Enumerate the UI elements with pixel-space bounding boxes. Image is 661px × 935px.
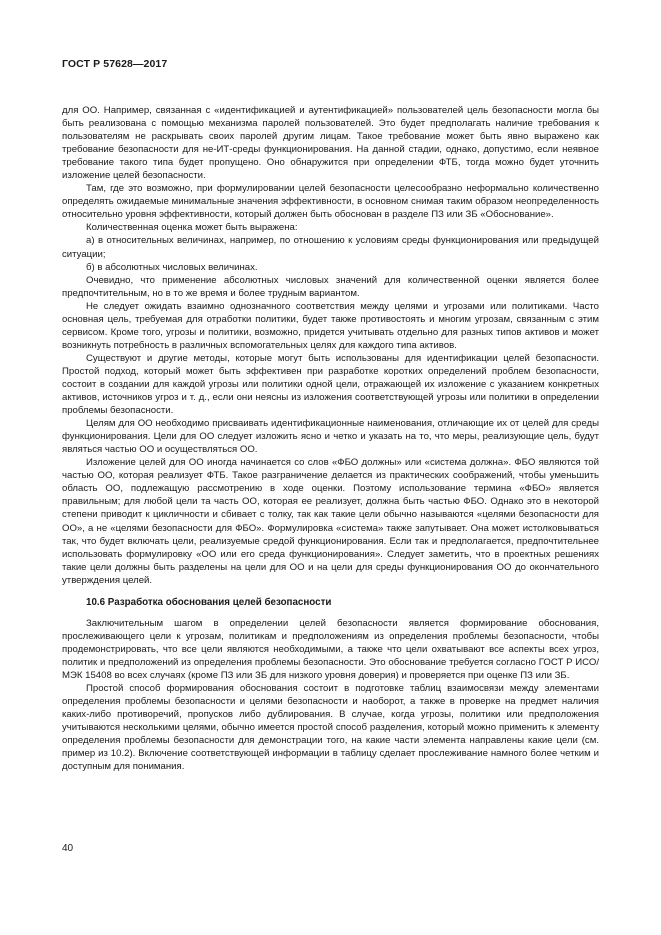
paragraph: Не следует ожидать взаимно однозначного соответствия между целями и угрозами или политиками. Часто основная цель, требуемая для отработки политики, будет также противостоять и многим угрозам, связанным с этим сервисом. Кроме того, угрозы и политики, возможно, придется учитывать отдельно для разных типов активов и может возникнуть потребность в различных вспомогательных целях для каждого типа активов. [62, 300, 599, 351]
paragraph: Целям для ОО необходимо присваивать идентификационные наименования, отличающие их от целей для среды функционирования. Цели для ОО следует изложить ясно и четко и указать на то, что меры, реализующие цель, будут являться частью ОО и осуществляться ОО. [62, 418, 599, 456]
paragraph: Очевидно, что применение абсолютных числовых значений для количественной оценки является более предпочтительным, но в то же время и более трудным вариантом. [62, 274, 599, 299]
paragraph: Заключительным шагом в определении целей безопасности является формирование обоснования, прослеживающего цели к угрозам, политикам и предположениям из определения проблемы безопасности, чтобы продемонстрировать, что все цели являются необходимыми, а также что цели охватывают все аспекты всех угроз, политик и предположений из определения проблемы безопасности. Это обоснование требуется согласно ГОСТ Р ИСО/МЭК 15408 во всех случаях (кроме ПЗ или ЗБ для низкого уровня доверия) и проверяется при оценке ПЗ или ЗБ. [62, 617, 599, 681]
paragraph: Изложение целей для ОО иногда начинается со слов «ФБО должны» или «система должна». ФБО являются той частью ОО, которая реализует ФТБ. Такое разграничение делается из практических соображений, чтобы уменьшить область ОО, подлежащую рассмотрению в ходе оценки. Поэтому использование термина «ФБО» является правильным; для любой цели та часть ОО, которая ее реализует, должна быть частью ФБО. Однако это в некоторой степени приводит к цикличности и сбивает с толку, так как такие цели обычно называются «целями безопасности для ОО», а не «целями безопасности для ФБО». Формулировка «система» также запутывает. Она может истолковываться так, что будет включать цели, реализуемые средой функционирования. Если так и предполагается, предпочтительнее использовать формулировку «ОО или его среда функционирования». Следует заметить, что в проектных решениях такие цели должны быть разделены на цели для ОО и на цели для среды функционирования ОО до окончательного утверждения целей. [62, 457, 599, 586]
paragraph: Там, где это возможно, при формулировании целей безопасности целесообразно неформально количественно определять ожидаемые минимальные значения эффективности, в основном снимая таким образом неопределенность относительно уровня эффективности, который должен быть обоснован в разделе ПЗ или ЗБ «Обоснование». [62, 183, 599, 221]
paragraph: Количественная оценка может быть выражена: [86, 222, 298, 234]
list-item: б) в абсолютных числовых величинах. [86, 261, 258, 273]
list-item: а) в относительных величинах, например, по отношению к условиям среды функционирования или предыдущей ситуации; [62, 235, 599, 260]
paragraph: Существуют и другие методы, которые могут быть использованы для идентификации целей безопасности. Простой подход, который может быть эффективен при разработке коротких определений проблем безопасности, состоит в создании для каждой угрозы или политики одной цели, отражающей их изложение с указанием конкретных активов, источников угроз и т. д., если они неясны из изложения соответствующей угрозы или политики в определении проблемы безопасности. [62, 352, 599, 417]
paragraph: Простой способ формирования обоснования состоит в подготовке таблиц взаимосвязи между элементами определения проблемы безопасности и целями безопасности и наоборот, а также в проверке на предмет наличия каких-либо противоречий, пропусков либо дублирования. В случае, когда угрозы, политики или предположения учитываются несколькими целями, обычно имеется простой способ разделения, который можно применить к элементу определения проблемы безопасности для демонстрации того, на какие части элемента направлены какие цели (см. пример из 10.2). Включение соответствующей информации в таблицу сделает прослеживание намного более четким и доступным для понимания. [62, 682, 599, 773]
page-number: 40 [62, 843, 74, 854]
section-heading: 10.6 Разработка обоснования целей безопасности [86, 596, 332, 608]
paragraph: для ОО. Например, связанная с «идентификацией и аутентификацией» пользователей цель безопасности могла бы быть реализована с помощью механизма паролей пользователей. Это будет предполагать наличие требования к пользователям не раскрывать своих паролей другим лицам. Такое требование может быть явно выражено как требование безопасности для не-ИТ-среды функционирования. На данной стадии, однако, допустимо, если неявное требование такого типа будет пропущено. Оно обнаружится при определении ФТБ, тогда можно будет уточнить изложение целей безопасности. [62, 105, 599, 182]
page-body [62, 104, 599, 773]
document-header: ГОСТ Р 57628—2017 [62, 58, 168, 70]
